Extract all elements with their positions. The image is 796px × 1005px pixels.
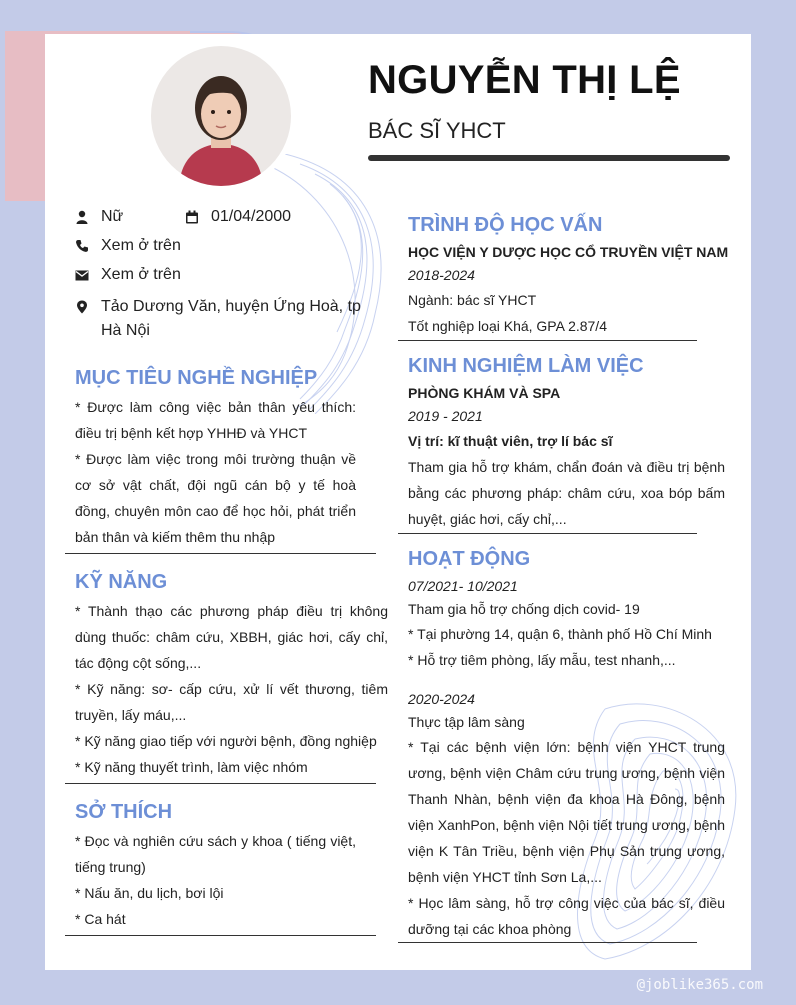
candidate-name: NGUYỄN THỊ LỆ (368, 58, 681, 102)
skills-divider (65, 783, 376, 784)
phone-value: Xem ở trên (101, 237, 181, 254)
address-value: Tảo Dương Văn, huyện Ứng Hoà, tp Hà Nội (101, 298, 361, 339)
email-row (75, 266, 181, 284)
skills-text (75, 598, 388, 780)
activity-period: 2020-2024 (408, 691, 475, 707)
hobby-item: * Đọc và nghiên cứu sách y khoa ( tiếng việt, tiếng trung) (75, 833, 356, 875)
objective-text (75, 394, 356, 550)
header-divider (368, 155, 730, 161)
gender-row (75, 208, 123, 226)
activity-item: * Tại các bệnh viện lớn: bệnh viện YHCT trung ương, bệnh viện Châm cứu trung ương, bệnh viện Thanh Nhàn, bệnh viện đa khoa Hà Đông, bệnh viện XanhPon, bệnh viện Nội tiết trung ương, bệnh viện K Tân Triều, bệnh viện Phụ Sản trung ương, bệnh viện YHCT tỉnh Sơn La,... (408, 739, 725, 885)
activity-item: * Tại phường 14, quận 6, thành phố Hồ Chí Minh (408, 626, 712, 642)
calendar-icon (185, 210, 199, 224)
activity-item: * Học lâm sàng, hỗ trợ công việc của bác sĩ, điều dưỡng tại các khoa phòng (408, 895, 725, 937)
user-icon (75, 210, 89, 224)
objective-divider (65, 553, 376, 554)
birthday-value: 01/04/2000 (211, 208, 292, 225)
skill-item: * Thành thạo các phương pháp điều trị không dùng thuốc: châm cứu, XBBH, giác hơi, cấy chỉ, tác động cột sống,... (75, 603, 388, 671)
education-divider (398, 340, 697, 341)
experience-position: Vị trí: kĩ thuật viên, trợ lí bác sĩ (408, 433, 613, 449)
skills-title: KỸ NĂNG (75, 571, 168, 593)
watermark: @joblike365.com (636, 977, 763, 993)
hobby-item: * Nấu ăn, du lịch, bơi lội (75, 885, 224, 901)
birthday-row (185, 208, 291, 226)
profile-photo-image (151, 46, 291, 186)
education-grade: Tốt nghiệp loại Khá, GPA 2.87/4 (408, 318, 607, 334)
activity-items (408, 734, 725, 942)
skill-item: * Kỹ năng giao tiếp với người bệnh, đồng nghiệp (75, 733, 377, 749)
education-title: TRÌNH ĐỘ HỌC VẤN (408, 214, 603, 236)
skill-item: * Kỹ năng thuyết trình, làm việc nhóm (75, 759, 308, 775)
activities-divider (398, 942, 697, 943)
hobbies-text (75, 828, 356, 932)
phone-row (75, 237, 181, 255)
activity-heading: Thực tập lâm sàng (408, 714, 525, 730)
activities-title: HOẠT ĐỘNG (408, 548, 531, 570)
education-period: 2018-2024 (408, 267, 475, 283)
experience-period: 2019 - 2021 (408, 408, 483, 424)
hobbies-title: SỞ THÍCH (75, 801, 173, 823)
gender-value: Nữ (101, 208, 124, 225)
phone-icon (75, 239, 89, 253)
profile-photo (146, 41, 296, 191)
address-row (75, 295, 365, 343)
hobbies-divider (65, 935, 376, 936)
hobby-item: * Ca hát (75, 911, 126, 927)
activity-item: * Hỗ trợ tiêm phòng, lấy mẫu, test nhanh,... (408, 652, 676, 668)
email-value: Xem ở trên (101, 266, 181, 283)
education-school: HỌC VIỆN Y DƯỢC HỌC CỔ TRUYỀN VIỆT NAM (408, 244, 729, 260)
objective-item: * Được làm việc trong môi trường thuận về cơ sở vật chất, đội ngũ cán bộ y tế hoà đồng, chuyên môn cao để học hỏi, phát triển bản thân và kiếm thêm thu nhập (75, 451, 356, 545)
email-icon (75, 268, 89, 282)
objective-title: MỤC TIÊU NGHỀ NGHIỆP (75, 367, 318, 389)
experience-company: PHÒNG KHÁM VÀ SPA (408, 385, 561, 401)
education-major: Ngành: bác sĩ YHCT (408, 292, 537, 308)
activity-period: 07/2021- 10/2021 (408, 578, 518, 594)
experience-divider (398, 533, 697, 534)
skill-item: * Kỹ năng: sơ- cấp cứu, xử lí vết thương, tiêm truyền, lấy máu,... (75, 681, 388, 723)
location-icon (75, 300, 89, 314)
resume-sheet (45, 34, 751, 970)
objective-item: * Được làm công việc bản thân yêu thích: điều trị bệnh kết hợp YHHĐ và YHCT (75, 399, 356, 441)
candidate-role: BÁC SĨ YHCT (368, 118, 506, 143)
experience-title: KINH NGHIỆM LÀM VIỆC (408, 355, 644, 377)
activity-heading: Tham gia hỗ trợ chống dịch covid- 19 (408, 601, 640, 617)
experience-description: Tham gia hỗ trợ khám, chẩn đoán và điều trị bệnh bằng các phương pháp: châm cứu, xoa bóp bấm huyệt, giác hơi, cấy chỉ,... (408, 459, 725, 527)
